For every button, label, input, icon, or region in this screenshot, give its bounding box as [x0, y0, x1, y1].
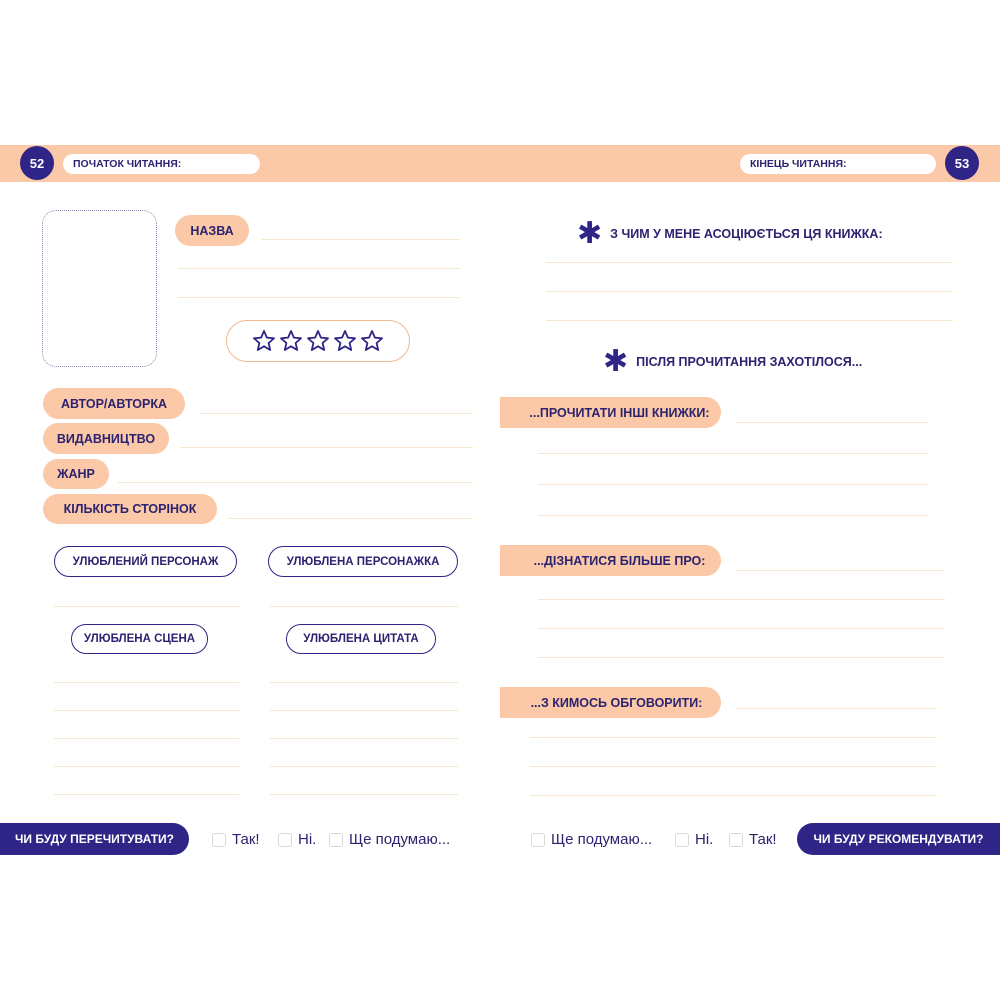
- favorite-scene-line[interactable]: [54, 738, 239, 739]
- reread-question: ЧИ БУДУ ПЕРЕЧИТУВАТИ?: [0, 823, 189, 855]
- read-other-books-label: ...ПРОЧИТАТИ ІНШІ КНИЖКИ:: [500, 397, 721, 428]
- checkbox[interactable]: [531, 833, 545, 847]
- publisher-line[interactable]: [180, 447, 473, 448]
- favorite-scene-line[interactable]: [54, 710, 239, 711]
- associations-line[interactable]: [546, 262, 953, 263]
- recommend-yes-option[interactable]: [729, 831, 777, 848]
- title-line[interactable]: [178, 268, 460, 269]
- star-icon[interactable]: [333, 329, 357, 353]
- asterisk-icon: ✱: [577, 217, 603, 250]
- option-label: Так!: [749, 831, 777, 848]
- publisher-label: ВИДАВНИЦТВО: [43, 423, 169, 454]
- reading-end-field[interactable]: КІНЕЦЬ ЧИТАННЯ:: [740, 154, 936, 174]
- checkbox[interactable]: [675, 833, 689, 847]
- left-page-number: 52: [20, 146, 54, 180]
- author-line[interactable]: [200, 413, 473, 414]
- option-label: Так!: [232, 831, 260, 848]
- favorite-quote-label: УЛЮБЛЕНА ЦИТАТА: [286, 624, 436, 654]
- favorite-scene-line[interactable]: [54, 766, 239, 767]
- star-icon[interactable]: [360, 329, 384, 353]
- favorite-character-m-line[interactable]: [54, 606, 239, 607]
- asterisk-icon: ✱: [603, 345, 629, 378]
- after-reading-title: ПІСЛЯ ПРОЧИТАННЯ ЗАХОТІЛОСЯ...: [636, 355, 863, 369]
- read-other-line[interactable]: [538, 484, 929, 485]
- reread-yes-option[interactable]: [212, 831, 260, 848]
- reread-no-option[interactable]: [278, 831, 316, 848]
- genre-label: ЖАНР: [43, 459, 109, 489]
- page-count-label: КІЛЬКІСТЬ СТОРІНОК: [43, 494, 217, 524]
- favorite-quote-line[interactable]: [270, 738, 458, 739]
- learn-more-line[interactable]: [538, 628, 945, 629]
- read-other-line[interactable]: [538, 453, 929, 454]
- favorite-character-m-label: УЛЮБЛЕНИЙ ПЕРСОНАЖ: [54, 546, 237, 577]
- title-label: НАЗВА: [175, 215, 249, 246]
- page-count-line[interactable]: [228, 518, 473, 519]
- recommend-no-option[interactable]: [675, 831, 713, 848]
- author-label: АВТОР/АВТОРКА: [43, 388, 185, 419]
- favorite-character-f-label: УЛЮБЛЕНА ПЕРСОНАЖКА: [268, 546, 458, 577]
- star-icon[interactable]: [252, 329, 276, 353]
- favorite-quote-line[interactable]: [270, 766, 458, 767]
- option-label: Ні.: [298, 831, 317, 848]
- title-line[interactable]: [178, 297, 460, 298]
- option-label: Ні.: [695, 831, 714, 848]
- favorite-scene-label: УЛЮБЛЕНА СЦЕНА: [71, 624, 208, 654]
- read-other-line[interactable]: [735, 422, 929, 423]
- right-page-number: 53: [945, 146, 979, 180]
- discuss-line[interactable]: [530, 766, 937, 767]
- option-label: Ще подумаю...: [551, 831, 653, 848]
- recommend-maybe-option[interactable]: [531, 831, 652, 848]
- associations-title: З ЧИМ У МЕНЕ АСОЦІЮЄТЬСЯ ЦЯ КНИЖКА:: [610, 227, 883, 241]
- favorite-quote-line[interactable]: [270, 682, 458, 683]
- option-label: Ще подумаю...: [349, 831, 451, 848]
- read-other-line[interactable]: [538, 515, 929, 516]
- favorite-quote-line[interactable]: [270, 710, 458, 711]
- discuss-line[interactable]: [530, 737, 937, 738]
- reading-start-field[interactable]: ПОЧАТОК ЧИТАННЯ:: [63, 154, 260, 174]
- learn-more-label: ...ДІЗНАТИСЯ БІЛЬШЕ ПРО:: [500, 545, 721, 576]
- discuss-line[interactable]: [735, 708, 937, 709]
- cover-photo-placeholder[interactable]: [42, 210, 157, 367]
- associations-heading: [577, 217, 883, 250]
- star-icon[interactable]: [279, 329, 303, 353]
- favorite-scene-line[interactable]: [54, 794, 239, 795]
- favorite-character-f-line[interactable]: [270, 606, 458, 607]
- discuss-line[interactable]: [530, 795, 937, 796]
- learn-more-line[interactable]: [538, 599, 945, 600]
- favorite-quote-line[interactable]: [270, 794, 458, 795]
- checkbox[interactable]: [729, 833, 743, 847]
- rating-stars[interactable]: [226, 320, 410, 362]
- reread-maybe-option[interactable]: [329, 831, 450, 848]
- checkbox[interactable]: [212, 833, 226, 847]
- after-reading-heading: [603, 345, 863, 378]
- recommend-question: ЧИ БУДУ РЕКОМЕНДУВАТИ?: [797, 823, 1000, 855]
- title-line[interactable]: [262, 239, 460, 240]
- checkbox[interactable]: [329, 833, 343, 847]
- discuss-label: ...З КИМОСЬ ОБГОВОРИТИ:: [500, 687, 721, 718]
- associations-line[interactable]: [546, 320, 953, 321]
- favorite-scene-line[interactable]: [54, 682, 239, 683]
- checkbox[interactable]: [278, 833, 292, 847]
- associations-line[interactable]: [546, 291, 953, 292]
- star-icon[interactable]: [306, 329, 330, 353]
- learn-more-line[interactable]: [735, 570, 945, 571]
- learn-more-line[interactable]: [538, 657, 945, 658]
- genre-line[interactable]: [118, 482, 473, 483]
